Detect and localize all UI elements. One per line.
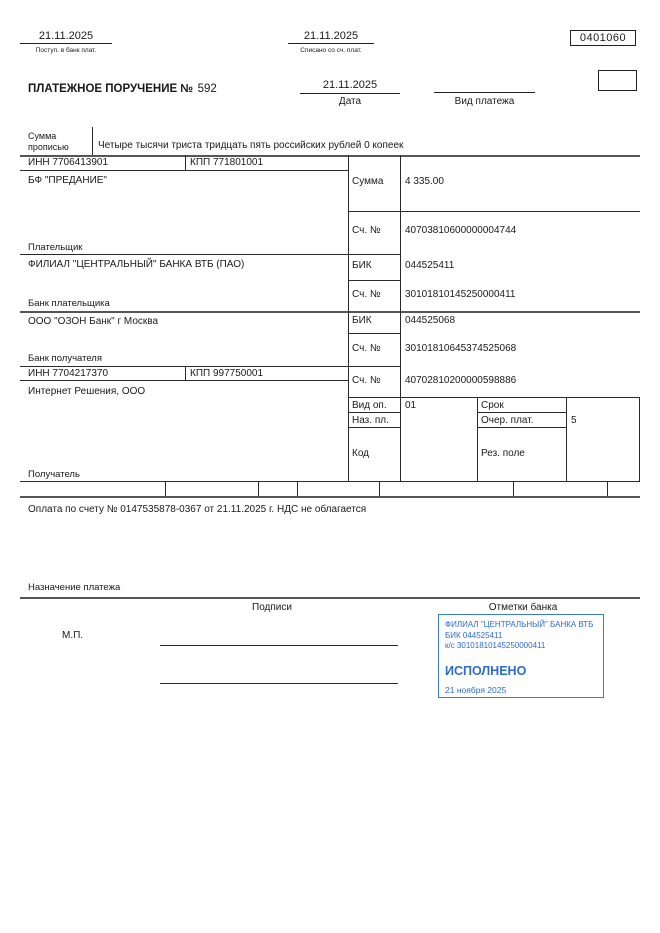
line [20,254,400,255]
payer-name: БФ "ПРЕДАНИЕ" [28,175,107,186]
line [513,482,514,496]
table-top-line [20,155,640,157]
document-title: ПЛАТЕЖНОЕ ПОРУЧЕНИЕ № [28,83,194,95]
signature-line-2 [160,683,398,684]
beneficiary-name: Интернет Решения, ООО [28,386,146,397]
line [477,397,478,481]
line [20,366,400,367]
date-received-label: Поступ. в банк плат. [35,47,97,54]
signature-line-1 [160,645,398,646]
pay-purpose-label: Наз. пл. [352,415,389,426]
line [400,155,401,481]
payment-type-box [598,70,637,91]
beneficiary-label: Получатель [28,469,80,480]
term-label: Срок [481,400,504,411]
payer-bank-account-label: Сч. № [352,289,381,300]
op-type-label: Вид оп. [352,400,387,411]
document-date-label: Дата [338,96,362,107]
amount-words-text: Четыре тысячи триста тридцать пять российских рублей 0 копеек [98,140,404,151]
beneficiary-bank-label: Банк получателя [28,353,102,364]
line [348,280,400,281]
table-bottom-line [20,481,640,482]
payer-bank-name: ФИЛИАЛ "ЦЕНТРАЛЬНЫЙ" БАНКА ВТБ (ПАО) [28,259,245,270]
beneficiary-bank-name: ООО "ОЗОН Банк" г Москва [28,316,159,327]
payer-bank-bik: 044525411 [405,260,455,271]
date-debited-label: Списано со сч. плат. [300,47,362,54]
mp-label: М.П. [62,630,84,641]
priority-value: 5 [571,415,577,426]
marks-strip-bottom-line [20,496,640,498]
line [297,482,298,496]
beneficiary-inn: ИНН 7704217370 [28,368,109,379]
line [185,366,186,380]
sum-value: 4 335.00 [405,176,444,187]
line [348,211,640,212]
line [348,397,640,398]
beneficiary-bank-account-label: Сч. № [352,343,381,354]
signatures-title: Подписи [252,602,292,613]
line [639,397,640,481]
beneficiary-kpp: КПП 997750001 [190,368,264,379]
stamp-status: ИСПОЛНЕНО [445,663,527,678]
beneficiary-bank-account: 30101810645374525068 [405,343,517,354]
purpose-label: Назначение платежа [28,582,121,593]
beneficiary-bank-bik-label: БИК [352,315,372,326]
amount-words-divider [92,127,93,155]
form-code-box: 0401060 [570,30,636,46]
payer-kpp: КПП 771801001 [190,157,264,168]
line [20,380,348,381]
line [477,427,566,428]
line [20,170,348,171]
line [348,333,400,334]
line [258,482,259,496]
payment-type-label: Вид платежа [454,96,515,107]
payer-bank-bik-label: БИК [352,260,372,271]
document-date: 21.11.2025 [300,79,400,94]
stamp-date: 21 ноября 2025 [445,684,507,695]
sum-label: Сумма [352,176,384,187]
bank-marks-title: Отметки банка [488,602,558,613]
payer-account: 40703810600000004744 [405,225,517,236]
payer-inn: ИНН 7706413901 [28,157,109,168]
payer-bank-account: 30101810145250000411 [405,289,516,300]
payer-account-label: Сч. № [352,225,381,236]
beneficiary-account: 40702810200000598886 [405,375,517,386]
line [165,482,166,496]
date-debited-value: 21.11.2025 [288,30,374,44]
purpose-bottom-line [20,597,640,599]
line [477,412,566,413]
priority-label: Очер. плат. [481,415,534,426]
purpose-text: Оплата по счету № 0147535878-0367 от 21.11.2025 г. НДС не облагается [28,504,367,515]
beneficiary-account-label: Сч. № [352,375,381,386]
line [348,427,400,428]
payment-type-line [434,92,535,93]
line [379,482,380,496]
payer-bank-label: Банк плательщика [28,298,110,309]
line [566,397,567,481]
bank-execution-stamp [438,614,604,698]
stamp-corr-account: к/с 30101810145250000411 [445,641,546,650]
line [348,412,400,413]
stamp-bik: БИК 044525411 [445,630,503,640]
date-received-value: 21.11.2025 [20,30,112,44]
line [607,482,608,496]
code-label: Код [352,448,370,459]
beneficiary-bank-bik: 044525068 [405,315,456,326]
reserve-label: Рез. поле [481,448,525,459]
line [20,311,640,313]
op-type-value: 01 [405,400,417,411]
payer-label: Плательщик [28,242,83,253]
amount-words-label: Сумма прописью [28,131,69,152]
stamp-bank-name: ФИЛИАЛ "ЦЕНТРАЛЬНЫЙ" БАНКА ВТБ [445,620,594,629]
document-number: 592 [197,83,217,95]
line [185,155,186,170]
line [348,155,349,481]
